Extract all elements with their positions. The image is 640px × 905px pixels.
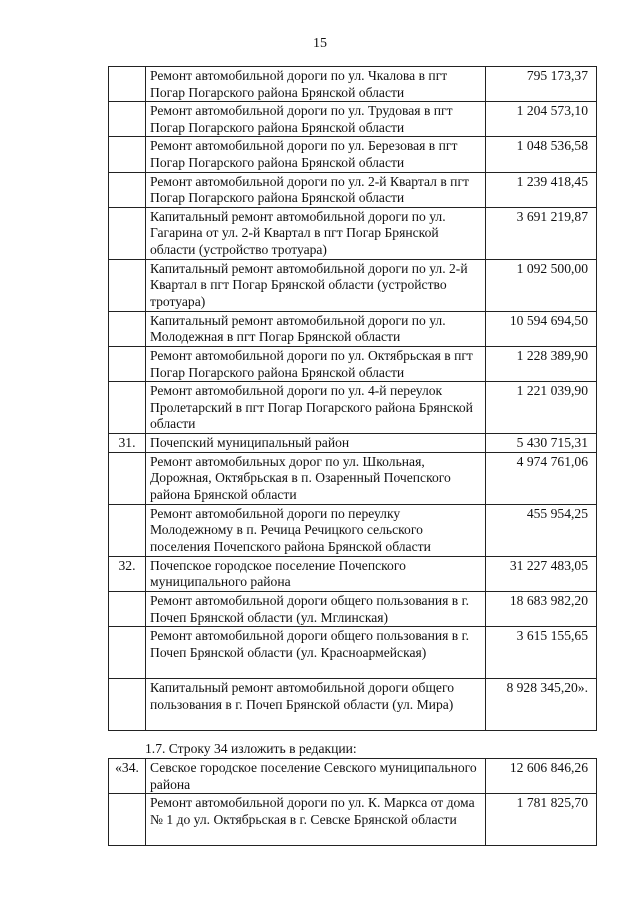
row-name: Капитальный ремонт автомобильной дороги по ул. 2-й Квартал в пгт Погар Брянской области (устройство тротуара) <box>146 259 486 311</box>
row-name: Ремонт автомобильной дороги по ул. К. Маркса от дома № 1 до ул. Октябрьская в г. Севске Брянской области <box>146 794 486 846</box>
row-number <box>109 591 146 626</box>
row-name: Капитальный ремонт автомобильной дороги по ул. Молодежная в пгт Погар Брянской области <box>146 311 486 346</box>
row-name: Почепский муниципальный район <box>146 434 486 453</box>
row-sum: 10 594 694,50 <box>486 311 597 346</box>
row-sum: 31 227 483,05 <box>486 556 597 591</box>
row-name: Капитальный ремонт автомобильной дороги общего пользования в г. Почеп Брянской области (ул. Мира) <box>146 679 486 731</box>
row-name: Ремонт автомобильной дороги по переулку Молодежному в п. Речица Речицкого сельского поселения Почепского района Брянской области <box>146 504 486 556</box>
row-number <box>109 346 146 381</box>
row-name: Капитальный ремонт автомобильной дороги по ул. Гагарина от ул. 2-й Квартал в пгт Погар Брянской области (устройство тротуара) <box>146 207 486 259</box>
row-number <box>109 382 146 434</box>
row-sum: 3 615 155,65 <box>486 627 597 679</box>
row-name: Ремонт автомобильной дороги по ул. 2-й Квартал в пгт Погар Погарского района Брянской области <box>146 172 486 207</box>
row-sum: 18 683 982,20 <box>486 591 597 626</box>
row-name: Ремонт автомобильной дороги общего пользования в г. Почеп Брянской области (ул. Красноармейская) <box>146 627 486 679</box>
row-sum: 3 691 219,87 <box>486 207 597 259</box>
row-number <box>109 67 146 102</box>
table-row <box>109 679 597 731</box>
row-name: Ремонт автомобильной дороги по ул. Октябрьская в пгт Погар Погарского района Брянской области <box>146 346 486 381</box>
row-number <box>109 172 146 207</box>
table-row <box>109 259 597 311</box>
row-sum: 12 606 846,26 <box>486 759 597 794</box>
row-number <box>109 794 146 846</box>
row-name: Ремонт автомобильной дороги по ул. Чкалова в пгт Погар Погарского района Брянской области <box>146 67 486 102</box>
table-row <box>109 137 597 172</box>
table-row <box>109 67 597 102</box>
row-sum: 1 204 573,10 <box>486 102 597 137</box>
row-sum: 795 173,37 <box>486 67 597 102</box>
row-name: Ремонт автомобильной дороги по ул. Березовая в пгт Погар Погарского района Брянской области <box>146 137 486 172</box>
table-row <box>109 311 597 346</box>
table-row <box>109 759 597 794</box>
row-sum: 455 954,25 <box>486 504 597 556</box>
page-number: 15 <box>313 36 327 51</box>
table-row <box>109 102 597 137</box>
row-number: 32. <box>109 556 146 591</box>
table-row <box>109 207 597 259</box>
row-number: 31. <box>109 434 146 453</box>
row-sum: 1 048 536,58 <box>486 137 597 172</box>
table-row <box>109 346 597 381</box>
row-number <box>109 102 146 137</box>
row-number: «34. <box>109 759 146 794</box>
row-sum: 4 974 761,06 <box>486 452 597 504</box>
row-sum: 5 430 715,31 <box>486 434 597 453</box>
table-row <box>109 591 597 626</box>
row-number <box>109 207 146 259</box>
row-name: Почепское городское поселение Почепского муниципального района <box>146 556 486 591</box>
row-sum: 1 228 389,90 <box>486 346 597 381</box>
row-name: Ремонт автомобильной дороги общего пользования в г. Почеп Брянской области (ул. Мглинская) <box>146 591 486 626</box>
table-row <box>109 434 597 453</box>
table-row <box>109 504 597 556</box>
row-name: Ремонт автомобильной дороги по ул. Трудовая в пгт Погар Погарского района Брянской области <box>146 102 486 137</box>
row-sum: 1 781 825,70 <box>486 794 597 846</box>
budget-table <box>108 66 597 731</box>
row-number <box>109 679 146 731</box>
row-number <box>109 311 146 346</box>
table-row <box>109 452 597 504</box>
row-number <box>109 504 146 556</box>
table-row <box>109 556 597 591</box>
row-number <box>109 452 146 504</box>
row-number <box>109 627 146 679</box>
row-name: Севское городское поселение Севского муниципального района <box>146 759 486 794</box>
table-row <box>109 627 597 679</box>
row-sum: 1 092 500,00 <box>486 259 597 311</box>
budget-table-amended <box>108 758 597 846</box>
row-number <box>109 259 146 311</box>
row-sum: 1 239 418,45 <box>486 172 597 207</box>
table-row <box>109 172 597 207</box>
row-name: Ремонт автомобильной дороги по ул. 4-й переулок Пролетарский в пгт Погар Погарского района Брянской области <box>146 382 486 434</box>
row-number <box>109 137 146 172</box>
row-name: Ремонт автомобильных дорог по ул. Школьная, Дорожная, Октябрьская в п. Озаренный Почепского района Брянской области <box>146 452 486 504</box>
row-sum: 1 221 039,90 <box>486 382 597 434</box>
amendment-instruction: 1.7. Строку 34 изложить в редакции: <box>145 741 357 756</box>
row-sum: 8 928 345,20». <box>486 679 597 731</box>
table-row <box>109 794 597 846</box>
table-row <box>109 382 597 434</box>
